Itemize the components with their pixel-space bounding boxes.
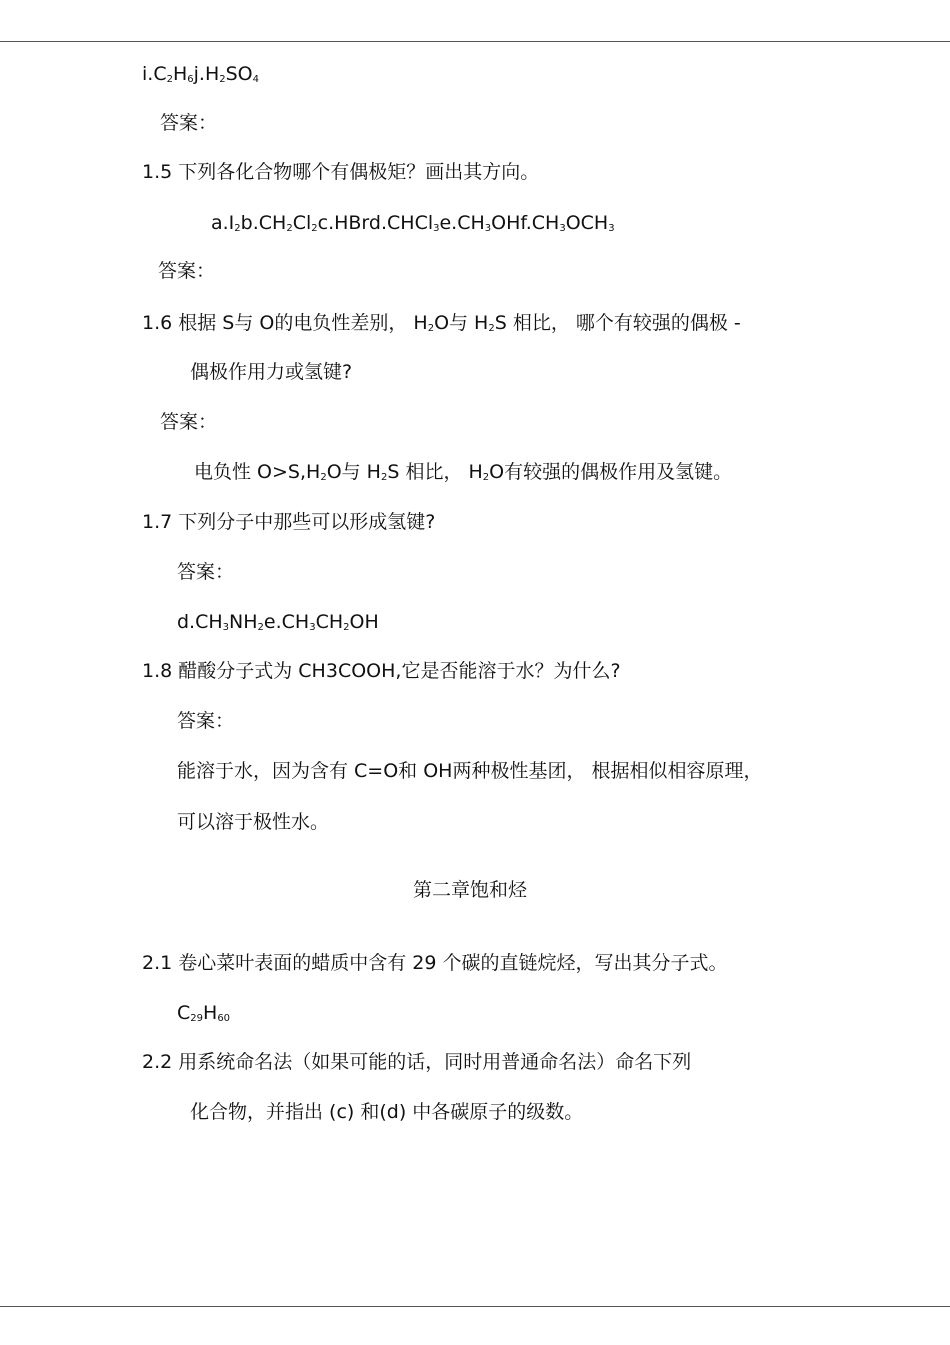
chapter-title: 第二章饱和烃 — [412, 879, 527, 901]
answer-label-4: 答案： — [177, 561, 235, 583]
question-1-5-compounds: $a.I_2b.CH_2Cl_2c.HBrd.CHCl_3e.CH_3OHf.CH_3OCH_3$ — [211, 212, 615, 234]
answer-label-2: 答案： — [158, 260, 216, 282]
question-1-6-line2: 偶极作用力或氢键? — [190, 361, 353, 383]
question-1-8: 1.8 醋酸分子式为 CH3COOH,它是否能溶于水？为什么? — [142, 660, 621, 682]
question-1-6-line1: 1.6 根据 S与 O的电负性差别， $H_2O$与 $H_2S$ 相比， 哪个有较强的偶极 - — [142, 312, 741, 334]
question-2-1: 2.1 卷心菜叶表面的蜡质中含有 29 个碳的直链烷烃，写出其分子式。 — [142, 952, 728, 974]
answer-1-8-line2: 可以溶于极性水。 — [177, 811, 330, 833]
answer-1-6-text: 电负性 $O>S,H_2O$与 $H_2S$ 相比， $H_2O$有较强的偶极作用及氢键。 — [194, 461, 733, 483]
answer-1-7-text: $d.CH_3NH_2e.CH_3CH_2OH$ — [177, 611, 379, 633]
answer-label-5: 答案： — [177, 710, 235, 732]
answer-label-3: 答案： — [160, 411, 218, 433]
question-1-7: 1.7 下列分子中那些可以形成氢键? — [142, 511, 436, 533]
question-2-2-line2: 化合物，并指出 (c) 和(d) 中各碳原子的级数。 — [190, 1101, 584, 1123]
page-bottom-rule — [0, 1306, 950, 1307]
answer-2-1-formula: $C_{29}H_{60}$ — [177, 1002, 231, 1024]
question-2-2-line1: 2.2 用系统命名法（如果可能的话，同时用普通命名法）命名下列 — [142, 1051, 692, 1073]
page-top-rule — [0, 41, 950, 42]
question-1-5: 1.5 下列各化合物哪个有偶极矩？画出其方向。 — [142, 161, 540, 183]
answer-label-1: 答案： — [160, 112, 218, 134]
line-i-j: $i.C_2H_6j.H_2SO_4$ — [142, 63, 260, 85]
answer-1-8-line1: 能溶于水，因为含有 C=O和 OH两种极性基团， 根据相似相容原理， — [177, 760, 763, 782]
